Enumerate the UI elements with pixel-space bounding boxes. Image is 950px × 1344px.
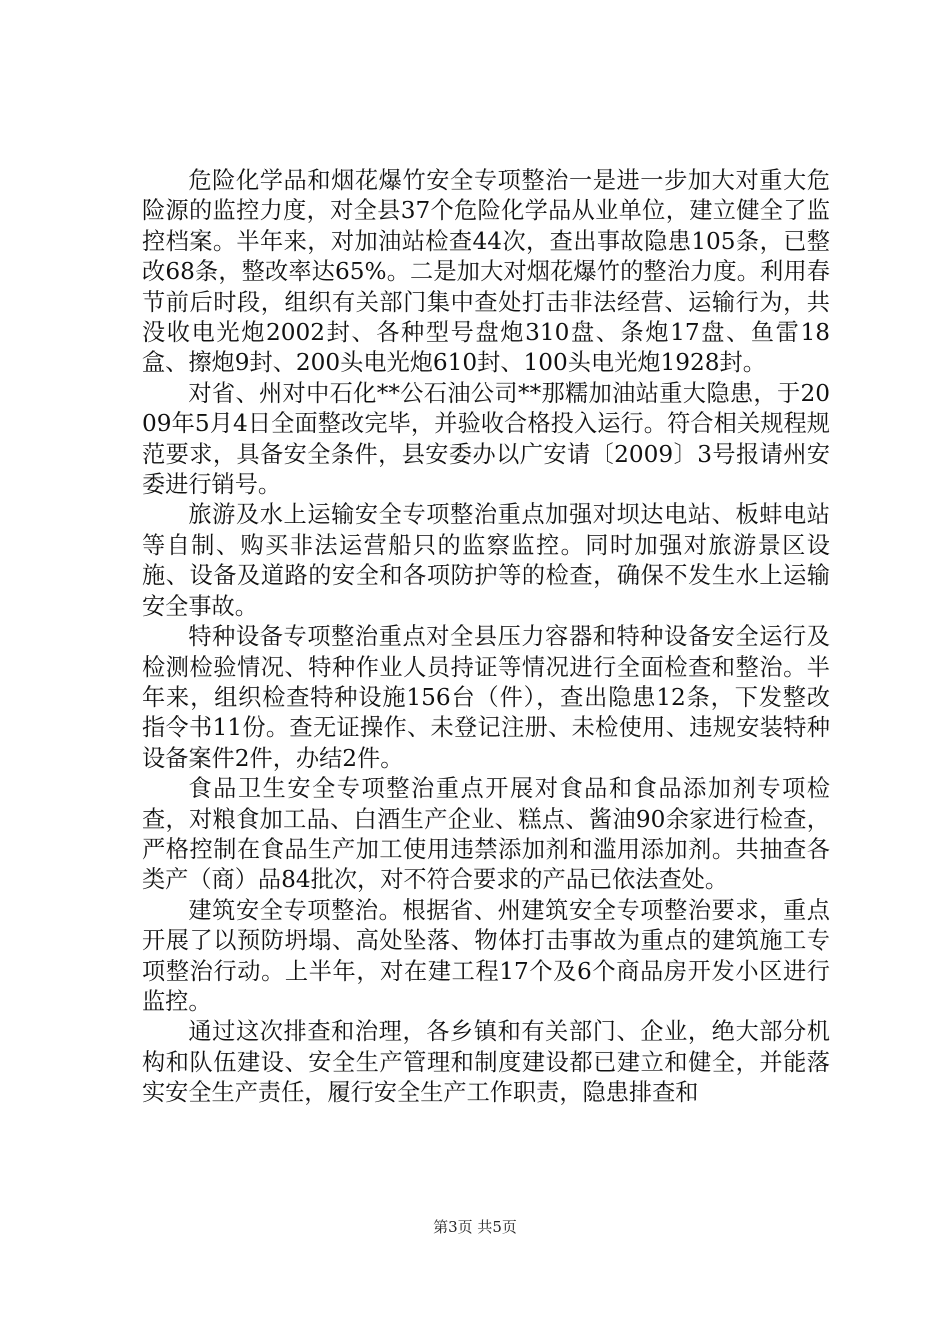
document-body [142,166,830,1109]
paragraph-gas-station-hazard: 对省、州对中石化**公石油公司**那糯加油站重大隐患，于2009年5月4日全面整改完毕，并验收合格投入运行。符合相关规程规范要求，具备安全条件，县安委办以广安请〔2009〕3号报请州安委进行销号。 [142,379,830,499]
paragraph-hazardous-chemicals-fireworks: 危险化学品和烟花爆竹安全专项整治一是进一步加大对重大危险源的监控力度，对全县37个危险化学品从业单位，建立健全了监控档案。半年来，对加油站检查44次，查出事故隐患105条，已整改68条，整改率达65%。二是加大对烟花爆竹的整治力度。利用春节前后时段，组织有关部门集中查处打击非法经营、运输行为，共没收电光炮2002封、各种型号盘炮310盘、条炮17盘、鱼雷18盒、擦炮9封、200头电光炮610封、100头电光炮1928封。 [142,167,830,377]
paragraph-construction-safety: 建筑安全专项整治。根据省、州建筑安全专项整治要求，重点开展了以预防坍塌、高处坠落、物体打击事故为重点的建筑施工专项整治行动。上半年，对在建工程17个及6个商品房开发小区进行监控。 [142,896,830,1015]
page-number-footer: 第3页 共5页 [433,1218,517,1236]
paragraph-special-equipment: 特种设备专项整治重点对全县压力容器和特种设备安全运行及检测检验情况、特种作业人员持证等情况进行全面检查和整治。半年来，组织检查特种设施156台（件），查出隐患12条，下发整改指令书11份。查无证操作、未登记注册、未检使用、违规安装特种设备案件2件，办结2件。 [142,623,830,772]
paragraph-tourism-water-transport: 旅游及水上运输安全专项整治重点加强对坝达电站、板蚌电站等自制、购买非法运营船只的监察监控。同时加强对旅游景区设施、设备及道路的安全和各项防护等的检查，确保不发生水上运输安全事故。 [142,501,830,620]
paragraph-inspection-summary: 通过这次排查和治理，各乡镇和有关部门、企业，绝大部分机构和队伍建设、安全生产管理和制度建设都已建立和健全，并能落实安全生产责任，履行安全生产工作职责，隐患排查和 [142,1018,830,1107]
paragraph-food-safety: 食品卫生安全专项整治重点开展对食品和食品添加剂专项检查，对粮食加工品、白酒生产企业、糕点、酱油90余家进行检查，严格控制在食品生产加工使用违禁添加剂和滥用添加剂。共抽查各类产（商）品84批次，对不符合要求的产品已依法查处。 [142,775,830,894]
